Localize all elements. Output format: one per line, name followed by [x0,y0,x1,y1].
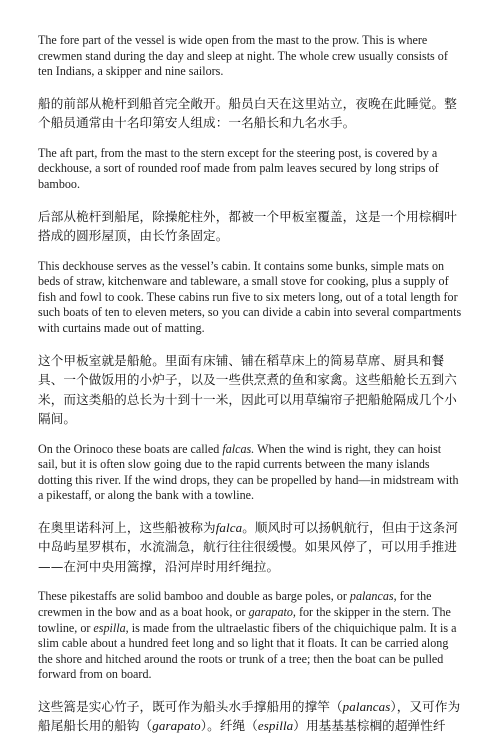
italic-term: falca [215,519,243,535]
paragraph-en-4 [38,442,462,504]
text-run: ）。纤绳（ [200,718,258,734]
document-page [38,33,462,749]
text-run: These pikestaffs are solid bamboo and double as barge poles, or [38,589,350,604]
text-run: ），又可作为船尾船长用的船钩（ [38,698,461,734]
text-run: The fore part of the vessel is wide open from the mast to the prow. This is where crewmen stand during the day and sleep at night. The whole crew usually consists of ten Indians, a skipper and nine sailors. [38,33,448,79]
text-run: is made from the ultraelastic fibers of the chiquichique palm. It is a slim cable about a hundred feet long and so light that it floats. It can be carried along the shore and hitched around the roots or trunk of a tree; then the boat can be pulled forward from on board. [38,620,457,682]
paragraph-zh-2 [38,207,462,246]
paragraph-zh-3 [38,351,462,429]
text-run: for the crewmen in the bow and as a boat hook, or [38,589,432,619]
text-run: On the Orinoco these boats are called [38,441,223,456]
text-run: 船的前部从桅杆到船首完全敞开。船员白天在这里站立，夜晚在此睡觉。整个船员通常由十名印第安人组成：一名船长和九名水手。 [38,95,457,131]
text-run: The aft part, from the mast to the stern except for the steering post, is covered by a deckhouse, a sort of rounded roof made from palm leaves secured by long strips of bamboo. [38,145,439,191]
paragraph-zh-4 [38,518,462,577]
text-run: 这个甲板室就是船舱。里面有床铺、铺在稻草床上的简易草席、厨具和餐具、一个做饭用的小炉子，以及一些供烹煮的鱼和家禽。这些船舱长五到六米，而这类船的总长为十到十一米，因此可以用草编帘子把船舱隔成几个小隔间。 [38,352,457,427]
text-run: 在奥里诺科河上，这些船被称为 [38,519,216,535]
text-run: for the skipper in the stern. The towline, or [38,605,451,635]
text-run: This deckhouse serves as the vessel’s cabin. It contains some bunks, simple mats on beds of straw, kitchenware and tableware, a small stove for cooking, plus a supply of fish and fowl to cook. These cabins run five to six meters long, out of a total length for such boats of ten to eleven meters, so you can divide a cabin into several compartments with curtains made out of matting. [38,258,462,335]
italic-term: falcas. [222,441,255,456]
text-run: 。顺风时可以扬帆航行，但由于这条河中岛屿星罗棋布，水流湍急，航行往往很缓慢。如果风停了，可以用手推进——在河中央用篙撑，沿河岸时用纤绳拉。 [38,519,459,574]
italic-term: espilla, [93,620,129,635]
paragraph-en-3 [38,259,462,337]
text-run: When the wind is right, they can hoist sail, but it is often slow going due to the rapid currents between the many islands dotting this river. If the wind drops, they can be propelled by hand—in midstream with a pikestaff, or along the bank with a towline. [38,441,459,503]
italic-term: garapato, [248,605,296,619]
text-run: 后部从桅杆到船尾，除操舵柱外，都被一个甲板室覆盖，这是一个用棕榈叶搭成的圆形屋顶，由长竹条固定。 [38,208,457,244]
text-run: 这些篙是实心竹子，既可作为船头水手撑船用的撑竿（ [38,698,343,714]
paragraph-zh-1 [38,94,462,133]
italic-term: palancas, [349,589,397,604]
italic-term: palancas [342,698,391,714]
paragraph-en-5 [38,589,462,683]
paragraph-en-1 [38,33,462,80]
text-run: ）用基基基棕榈的超弹性纤 [293,718,446,734]
italic-term: garapato [152,718,201,734]
paragraph-en-2 [38,146,462,193]
italic-term: espilla [257,718,294,734]
paragraph-zh-5 [38,697,462,736]
